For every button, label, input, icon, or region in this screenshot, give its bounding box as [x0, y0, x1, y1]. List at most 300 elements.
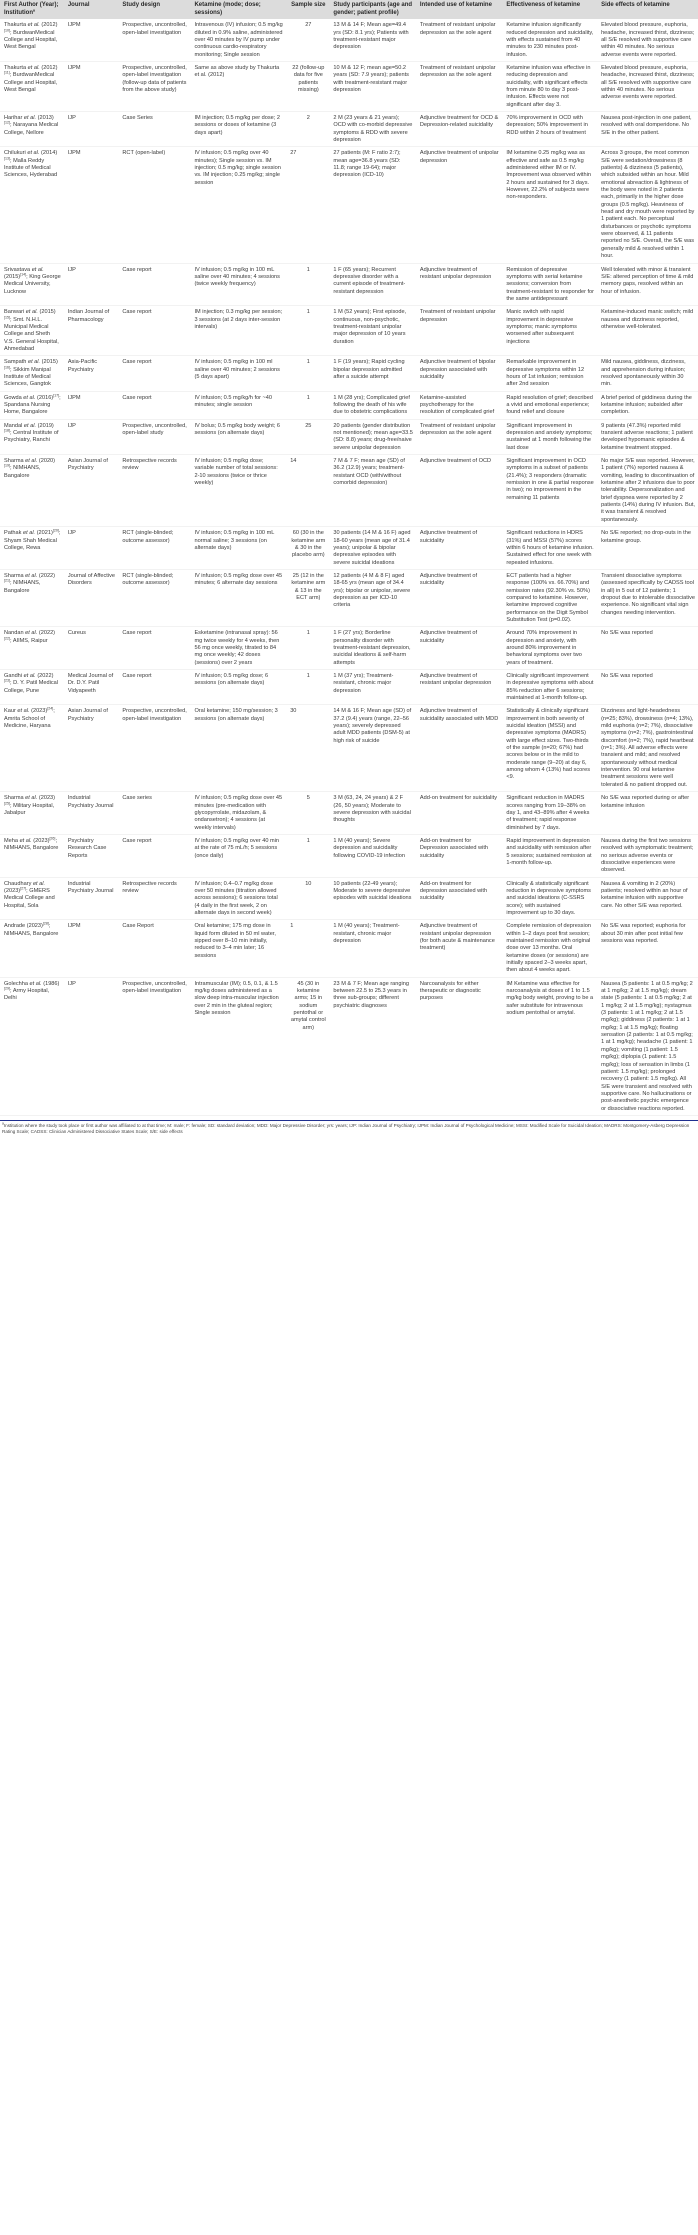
cell-side-effects: Nausea & vomiting in 2 (20%) patients; resolved within an hour of ketamine infusion with supportive care. No other S/E was reported. — [601, 880, 688, 909]
table-row — [0, 455, 698, 527]
cell-ketamine: IV infusion; 0.5 mg/kg dose; 6 sessions (on alternate days) — [194, 673, 269, 687]
cell-study-design: Case report — [122, 837, 152, 844]
table-row — [0, 306, 698, 356]
cell-study-design: RCT (open-label) — [122, 150, 166, 157]
reference-number: [27] — [20, 886, 27, 891]
cell-study-design: Prospective, uncontrolled, open-label investigation — [122, 708, 187, 722]
header-intended-use: Intended use of ketamine — [416, 0, 502, 19]
cell-intended-use: Ketamine-assisted psychotherapy for the resolution of complicated grief — [419, 394, 495, 416]
cell-study-design: Case report — [122, 630, 152, 637]
cell-participants: 12 patients (4 M & 8 F) aged 18-65 yrs (mean age of 34.4 yrs); bipolar or unipolar, severe depression as per ICD-10 criteria — [333, 572, 411, 609]
cell-effectiveness: Ketamine infusion significantly reduced depression and suicidality, with effects sustained from 40 minutes to 230 minutes post-infusion. — [506, 22, 594, 58]
cell-side-effects: Nausea (5 patients: 1 at 0.5 mg/kg; 2 at 1 mg/kg; 2 at 1.5 mg/kg); dream state (5 patients: 1 at 0.5 mg/kg; 2 at 1 mg/kg; 2 at 1.5 mg/kg); nystagmus (3 patients: 1 at 1 mg/kg; 2 at 1.5 mg/kg); giddiness (2 patients: 1 at 1 mg/kg; 1 at 1.5 mg/kg); floating sensation (2 patients: 1 at 0.5 mg/kg; 1 at 1 mg/kg); headache (1 patient: 1 mg/kg); vomiting (1 patient: 1.5 mg/kg); diplopia (1 patient: 1.5 mg/kg); loss of sensation in limbs (1 patient: 1.5 mg/kg); prolonged recovery (1 patient: 1.5 mg/kg). All S/E were transient and resolved with supportive care. No hallucinations or post-anesthetic psychic emergence or dissociative reactions reported. — [601, 980, 693, 1112]
study-year: (2022) — [38, 630, 56, 637]
cell-author: Harihar et al. (2013)[12]; Narayana Medical College, Nellore — [4, 114, 59, 136]
study-year: (2016) — [37, 394, 54, 401]
cell-participants: 7 M & 7 F; mean age (SD) of 36.2 (12.9) years; treatment-resistant OCD (with/without comorbid depression) — [333, 458, 405, 487]
study-year: (2015) — [39, 309, 56, 316]
cell-effectiveness: Ketamine infusion was effective in reducing depression and suicidality, with significant effects from minute 80 to day 3 post-infusion. Effects were not significant after day 3. — [506, 64, 591, 108]
author-etal: et al. — [23, 394, 36, 401]
header-author — [0, 0, 64, 19]
footnote-mark: a — [2, 1121, 4, 1126]
cell-side-effects: Well tolerated with minor & transient S/E: altered perception of time & mild memory gaps, resolved within an hour of infusion. — [601, 266, 694, 295]
header-participants: Study participants (age and gender; patient profile) — [329, 0, 415, 19]
cell-ketamine: Intramuscular (IM); 0.5, 0.1, & 1.5 mg/kg doses administered as a slow deep intra-muscular injection over 2 min in the gluteal region; Single session — [194, 980, 279, 1017]
author-etal: et al. — [23, 114, 37, 121]
cell-ketamine: IV infusion; 0.5 mg/kg dose over 45 minutes (pre-medication with glycopyrrolate, midazolam, & ondansetron); 4 sessions (at weekly intervals) — [194, 795, 283, 831]
cell-journal: IJPM — [67, 923, 81, 930]
header-study-design: Study design — [118, 0, 190, 19]
cell-participants: 3 M (63, 24, 24 years) & 2 F (26, 50 years); Moderate to severe depression with suicidal thoughts — [333, 795, 411, 824]
author-name: Chilukuri — [4, 150, 26, 157]
author-name: Andrade — [4, 923, 26, 930]
reference-number: [10] — [4, 28, 10, 33]
cell-sample-size: 27 — [305, 22, 312, 29]
cell-ketamine: IV infusion; 0.5 mg/kg in 100 mL saline over 40 minutes; 4 sessions (twice weekly frequency) — [194, 266, 280, 288]
author-etal: et al. — [27, 150, 40, 157]
cell-sample-size: 14 — [290, 458, 297, 465]
header-author-label: First Author (Year); Institution — [4, 2, 59, 16]
footnote-text: Institution where the study took place or first author was affiliated to at that time; M: male; F: female; SD: standard deviation; MDD: Major Depressive Disorder; yrs: years; IJP: Indian Journal of Psychiatry; IJPM: Indian Journal of Psychological Medicine; MSSI: Modified Scale for Suicidal Ideation; MADRS: Montgomery-Asberg Depression Rating Scale; CADSS: Clinician Administered Dissociative States Scale; S/E: side effects — [2, 1122, 690, 1134]
cell-sample-size: 5 — [306, 795, 310, 802]
cell-intended-use: Treatment of resistant unipolar depression as the sole agent — [419, 22, 496, 36]
institution: BurdwanMedical College and Hospital, West Bengal — [4, 72, 58, 93]
cell-effectiveness: Significant improvement in depression and anxiety symptoms; sustained at 1 month following the last dose — [506, 422, 593, 451]
cell-effectiveness: Remarkable improvement in depressive symptoms within 12 hours of 1st infusion; remission after 2nd session — [506, 359, 585, 388]
cell-sample-size: 10 — [305, 880, 312, 887]
cell-author: Meha et al. (2023)[26]; NIMHANS, Bangalore — [4, 836, 59, 852]
author-name: Kaur — [4, 708, 16, 715]
cell-sample-size: 27 — [290, 150, 297, 157]
cell-study-design: Case report — [122, 673, 152, 679]
cell-author: Kaur et al. (2023)[24]; Amrita School of Medicine, Haryana — [4, 706, 55, 730]
table-row — [0, 920, 698, 977]
study-year: (2014) — [41, 150, 58, 157]
cell-intended-use: Adjunctive treatment of suicidality — [419, 530, 478, 544]
author-name: Meha — [4, 837, 18, 844]
cell-journal: Psychiatry Research Case Reports — [67, 837, 107, 859]
cell-sample-size: 2 — [306, 114, 310, 121]
cell-intended-use: Treatment of resistant unipolar depression as the sole agent — [419, 64, 496, 79]
cell-participants: 23 M & 7 F; Mean age ranging between 22.5 to 25.3 years in three sub-groups; different psychiatric diagnoses — [333, 980, 409, 1009]
cell-study-design: Prospective, uncontrolled, open-label investigation — [122, 22, 187, 36]
institution: Central Institute of Psychiatry, Ranchi — [4, 430, 59, 444]
author-etal: et al. — [31, 266, 44, 273]
author-name: Gandhi — [4, 673, 23, 679]
cell-sample-size: 1 — [306, 630, 310, 637]
cell-author: Chilukuri et al. (2014)[13]; Malla Reddy Institute of Medical Sciences, Hyderabad — [4, 150, 58, 179]
cell-study-design: Case report — [122, 266, 152, 273]
author-name: Banwari — [4, 309, 25, 316]
cell-effectiveness: Complete remission of depression within 1–2 days post first session; maintained remission with original dose over 13 months. Oral ketamine doses (or sessions) are initially spaced 2–3 weeks apart, then about 4 weeks apart. — [506, 923, 591, 974]
institution: Shyam Shah Medical College, Rewa — [4, 537, 57, 551]
study-year: (2020) — [38, 458, 56, 465]
cell-journal: IJPM — [67, 64, 81, 71]
cell-participants: 2 M (23 years & 21 years); OCD with co-morbid depressive symptoms & RDD with severe depression — [333, 114, 413, 143]
study-year: (2023) — [4, 887, 21, 894]
study-year: (2022) — [38, 572, 56, 579]
cell-ketamine: IV infusion; 0.5 mg/kg/h for ~40 minutes; single session — [194, 394, 273, 408]
cell-journal: Medical Journal of Dr. D.Y. Patil Vidyapeeth — [67, 673, 114, 694]
reference-number: [17] — [53, 393, 60, 398]
cell-study-design: Case report — [122, 394, 152, 401]
reference-number: [22] — [4, 636, 10, 641]
author-name: Srivastava — [4, 266, 31, 273]
reference-number: [12] — [4, 120, 10, 125]
cell-intended-use: Adjunctive treatment of suicidality — [419, 572, 478, 587]
cell-ketamine: IV infusion; 0.5 mg/kg in 100 mL normal saline; 3 sessions (on alternate days) — [194, 530, 275, 551]
cell-journal: IJP — [67, 980, 76, 987]
cell-study-design: Retrospective records review — [122, 458, 177, 472]
cell-side-effects: Mild nausea, giddiness, dizziness, and apprehension during infusion; resolved spontaneously within 30 min. — [601, 359, 686, 388]
cell-author: Srivastava et al. (2015)[14]; King George Medical University, Lucknow — [4, 266, 61, 295]
institution: Amrita School of Medicine, Haryana — [4, 715, 51, 730]
author-name: Nandan — [4, 630, 24, 637]
author-name: Sharma — [4, 795, 24, 802]
cell-effectiveness: Remission of depressive symptoms with serial ketamine sessions; conversion from treatment-resistant to responder for the same antidepressant — [506, 266, 595, 302]
cell-study-design: Case Series — [122, 114, 153, 121]
cell-effectiveness: ECT patients had a higher response (100% vs. 66.70%) and remission rates (92.30% vs. 50%) compared to ketamine. However, ketamine improved cognitive performance on the Digit Symbol Substitution Test (p=0.02). — [506, 572, 590, 623]
cell-journal: IJPM — [67, 394, 81, 401]
study-year: (2023) — [31, 708, 48, 715]
cell-side-effects: Nausea during the first two sessions resolved with symptomatic treatment; no serious adverse events or dissociative experiences were observed. — [601, 837, 694, 874]
cell-intended-use: Adjunctive treatment of suicidality — [419, 630, 478, 644]
footnote-mark: a — [33, 8, 35, 13]
institution: AIIMS, Raipur — [12, 637, 48, 644]
cell-participants: 1 M (28 yrs); Complicated grief following the death of his wife due to obstetric complications — [333, 394, 410, 416]
institution: NIMHANS, Bangalore — [4, 465, 41, 479]
cell-study-design: Retrospective records review — [122, 880, 177, 894]
cell-effectiveness: Manic switch with rapid improvement in depressive symptoms; manic symptoms worsened after subsequent injections — [506, 309, 577, 345]
cell-participants: 20 patients (gender distribution not mentioned); mean age=33.5 (SD: 8.8) years; drug-free/naive severe unipolar depression — [333, 422, 413, 451]
cell-author: Golechha et al. (1986)[29]; Army Hospital, Delhi — [4, 980, 60, 1002]
cell-sample-size: 25 (12 in the ketamine arm & 13 in the ECT arm) — [291, 572, 326, 601]
reference-number: [26] — [49, 836, 56, 841]
cell-participants: 30 patients (14 M & 16 F) aged 18-60 years (mean age of 31.4 years); unipolar & bipolar depressive episodes with severe suicidal ideations — [333, 530, 411, 566]
cell-side-effects: Elevated blood pressure, euphoria, headache, increased thirst, dizziness; all S/E resolved with supportive care within 40 minutes. No serious adverse events were reported. — [601, 64, 695, 101]
cell-intended-use: Adjunctive treatment of resistant unipolar depression (for both acute & maintenance treatment) — [419, 923, 495, 952]
cell-side-effects: Elevated blood pressure, euphoria, headache, increased thirst, dizziness; all S/E resolved with supportive care within 40 minutes. No serious adverse events were reported. — [601, 22, 695, 58]
table-footnote — [0, 1120, 698, 1137]
cell-effectiveness: Around 70% improvement in depression and anxiety, with around 80% improvement in behavioral symptoms over two years of treatment. — [506, 630, 582, 666]
cell-journal: IJP — [67, 266, 76, 273]
cell-intended-use: Adjunctive treatment of unipolar depression — [419, 150, 499, 164]
cell-ketamine: IV infusion; 0.5 mg/kg dose over 45 minutes; 6 alternate day sessions — [194, 572, 283, 587]
author-name: Sharma — [4, 458, 24, 465]
cell-ketamine: Oral ketamine; 150 mg/session; 3 sessions (on alternate days) — [194, 708, 278, 722]
reference-number: [21] — [4, 578, 10, 583]
table-row — [0, 834, 698, 877]
reference-number: [24] — [47, 706, 54, 711]
reference-number: [29] — [4, 986, 10, 991]
cell-side-effects: A brief period of giddiness during the ketamine infusion; subsided after completion. — [601, 394, 692, 416]
author-name: Gowda — [4, 394, 22, 401]
cell-journal: IJPM — [67, 150, 81, 157]
cell-side-effects: Nausea post-injection in one patient, resolved with oral domperidone. No S/E in the other patient. — [601, 114, 692, 136]
cell-effectiveness: Significant reduction in MADRS scores ranging from 19–38% on day 1, and 43–89% after 4 weeks of treatment; rapid response diminished by 7 days. — [506, 795, 590, 831]
institution: NIMHANS, Bangalore — [4, 930, 59, 937]
table-row — [0, 419, 698, 454]
cell-journal: Asia-Pacific Psychiatry — [67, 359, 98, 373]
cell-participants: 10 patients (22-49 years); Moderate to severe depressive episodes with suicidal ideations — [333, 880, 412, 902]
cell-author: Thakurta et al. (2012)[11]; BurdwanMedical College and Hospital, West Bengal — [4, 64, 58, 93]
cell-sample-size: 1 — [306, 837, 310, 844]
cell-author: Banwari et al. (2015)[15]; Smt. N.H.L. Municipal Medical College and Sheth V.S. General Hospital, Ahmedabad — [4, 309, 59, 352]
author-etal: et al. — [27, 64, 40, 71]
cell-journal: IJP — [67, 422, 76, 429]
header-side-effects: Side effects of ketamine — [597, 0, 698, 19]
cell-journal: Asian Journal of Psychiatry — [67, 458, 108, 472]
reference-number: [13] — [4, 156, 10, 161]
cell-journal: IJP — [67, 114, 76, 121]
table-row — [0, 527, 698, 570]
cell-journal: Industrial Psychiatry Journal — [67, 795, 114, 809]
cell-participants: 1 F (65 years); Recurrent depressive disorder with a current episode of treatment-resistant depression — [333, 266, 406, 295]
cell-author: Andrade (2023)[28]; NIMHANS, Bangalore — [4, 921, 59, 937]
cell-intended-use: Adjunctive treatment of resistant unipolar depression — [419, 673, 492, 687]
institution: Malla Reddy Institute of Medical Sciences, Hyderabad — [4, 157, 58, 179]
author-etal: et al. — [22, 530, 36, 537]
author-name: Mandal — [4, 422, 23, 429]
cell-intended-use: Add-on treatment for Depression associated with suicidality — [419, 837, 488, 859]
cell-author: Sharma et al. (2023)[25]; Military Hospital, Jabalpur — [4, 795, 56, 816]
cell-study-design: Prospective, uncontrolled, open-label study — [122, 422, 187, 437]
table-row — [0, 263, 698, 306]
cell-intended-use: Adjunctive treatment of bipolar depression associated with suicidality — [419, 359, 496, 380]
table-row — [0, 977, 698, 1115]
cell-side-effects: No S/E was reported — [601, 630, 653, 637]
cell-study-design: RCT (single-blinded; outcome assessor) — [122, 530, 174, 544]
cell-participants: 27 patients (M: F ratio 2:7); mean age=36.8 years (SD: 11.8; range 19-64); major depression (ICD-10) — [333, 150, 401, 179]
cell-sample-size: 45 (30 in ketamine arms; 15 in sodium pentothal or amytal control arm) — [290, 980, 326, 1031]
cell-effectiveness: Clinically significant improvement in depressive symptoms with about 85% reduction after 6 sessions; maintained at 1-month follow-up. — [506, 673, 594, 702]
institution: Smt. N.H.L. Municipal Medical College and Sheth V.S. General Hospital, Ahmedabad — [4, 316, 59, 352]
institution: NIMHANS, Bangalore — [4, 580, 41, 594]
cell-study-design: Case report — [122, 309, 152, 316]
cell-side-effects: Across 3 groups, the most common S/E were sedation/drowsiness (8 patients) & dizziness (5 patients), which subsided within an hour. Mild emotional abreaction & lightness of the body were noted in 2 patients each, primarily in the higher dose groups (0.5 mg/kg). Heaviness of head and dry mouth were reported by 1 patient each. No perceptual disturbances or psychotic symptoms were observed, & 11 patients reported no S/E. Overall, the S/E was generally mild & resolved within 1 hour. — [601, 150, 695, 260]
author-etal: et al. — [25, 795, 38, 802]
cell-ketamine: IM injection; 0.5 mg/kg per dose; 2 sessions or doses of ketamine (3 days apart) — [194, 114, 280, 136]
reference-number: [16] — [4, 365, 10, 370]
author-name: Pathak — [4, 530, 22, 537]
cell-author: Chaudhary et al. (2023)[27]; GMERS Medical College and Hospital, Sola — [4, 880, 55, 909]
table-row — [0, 147, 698, 263]
cell-sample-size: 1 — [306, 309, 310, 316]
cell-intended-use: Adjunctive treatment of suicidality associated with MDD — [419, 708, 499, 722]
cell-intended-use: Treatment of resistant unipolar depression as the sole agent — [419, 422, 496, 437]
cell-effectiveness: 70% improvement in OCD with depression; 50% improvement in RDD within 2 hours of treatment — [506, 114, 588, 136]
cell-intended-use: Treatment of resistant unipolar depression — [419, 309, 496, 323]
author-etal: et al. — [29, 980, 42, 987]
study-year: (2012) — [41, 22, 58, 29]
cell-intended-use: Add-on treatment for depression associated with suicidality — [419, 880, 488, 902]
cell-author: Sharma et al. (2020)[19]; NIMHANS, Bangalore — [4, 458, 56, 479]
cell-participants: 1 M (52 years); First episode, continuous, non-psychotic, treatment-resistant unipolar major depression of 10 years duration — [333, 309, 407, 345]
reference-number: [15] — [4, 315, 10, 320]
cell-side-effects: Ketamine-induced manic switch; mild nausea and dizziness reported, otherwise well-tolerated. — [601, 309, 694, 330]
cell-study-design: Prospective, uncontrolled, open-label investigation (follow-up data of patients from the above study) — [122, 64, 187, 93]
cell-journal: IJPM — [67, 22, 81, 29]
study-year: (2015) — [41, 359, 58, 366]
table-row — [0, 569, 698, 626]
cell-journal: Asian Journal of Psychiatry — [67, 708, 108, 722]
cell-author: Sharma et al. (2022)[21]; NIMHANS, Bangalore — [4, 572, 56, 594]
reference-number: [23] — [4, 678, 10, 683]
cell-study-design: Case report — [122, 359, 152, 366]
cell-intended-use: Adjunctive treatment of OCD — [419, 458, 492, 465]
cell-journal: Indian Journal of Pharmacology — [67, 309, 110, 323]
author-etal: et al. — [25, 309, 38, 316]
cell-side-effects: No S/E reported; no drop-outs in the ketamine group. — [601, 530, 691, 544]
cell-ketamine: IV infusion; 0.5 mg/kg dose; variable number of total sessions: 2-10 sessions (twice or thrice weekly) — [194, 458, 278, 487]
cell-side-effects: No S/E was reported — [601, 673, 653, 679]
table-row — [0, 111, 698, 146]
table-row — [0, 19, 698, 61]
table-row — [0, 61, 698, 111]
table-body — [0, 19, 698, 1115]
cell-study-design: Case Report — [122, 923, 154, 930]
cell-sample-size: 1 — [306, 394, 310, 401]
cell-side-effects: Dizziness and light-headedness (n=25; 83%), drowsiness (n=4; 13%), mild euphoria (n=2; 7%), dissociative symptoms (n=2; 7%), gastrointestinal discomfort (n=2; 7%), rapid heartbeat (n=1; 3%). All adverse effects were transient and mild; and resolved spontaneously without medical intervention. 90 oral ketamine treatment sessions were well tolerated & no patient dropped out. — [601, 708, 694, 788]
cell-side-effects: No major S/E was reported. However, 1 patient (7%) reported nausea & vomiting, leading to discontinuation of ketamine after 2 infusions due to poor tolerability. Depersonalization and brief dyspnea were reported by 2 patients (14%) during IV infusion. But, it was transient & resolved spontaneously. — [601, 458, 695, 523]
cell-effectiveness: Significant improvement in OCD symptoms in a subset of patients (21.4%); 3 responders (dramatic remission in one & partial response in two); no improvement in the remaining 11 patients — [506, 458, 594, 501]
cell-ketamine: Same as above study by Thakurta et al. (2012) — [194, 64, 280, 79]
reference-number: [19] — [4, 464, 10, 469]
cell-participants: 1 M (37 yrs); Treatment-resistant, chronic major depression — [333, 673, 394, 694]
study-year: (2023) — [33, 837, 50, 844]
cell-intended-use: Adjunctive treatment for OCD & Depression-related suicidality — [419, 114, 499, 129]
cell-participants: 1 F (27 yrs); Borderline personality disorder with treatment-resistant depression, suicidal ideations & self-harm attempts — [333, 630, 411, 666]
cell-journal: Industrial Psychiatry Journal — [67, 880, 114, 894]
study-year: (2021) — [36, 530, 53, 537]
author-name: Harihar — [4, 114, 23, 121]
header-row — [0, 0, 698, 19]
cell-ketamine: Oral ketamine; 175 mg dose in liquid form diluted in 50 ml water, sipped over 8–10 min initially, reduced to 3–4 min later; 16 sessions — [194, 923, 276, 959]
cell-ketamine: IV infusion; 0.5 mg/kg over 40 min at the rate of 75 mL/h; 5 sessions (once daily) — [194, 837, 280, 859]
study-year: (2012) — [41, 64, 58, 71]
header-sample-size: Sample size — [286, 0, 329, 19]
author-etal: et al. — [25, 458, 38, 465]
cell-study-design: Prospective, uncontrolled, open-label investigation — [122, 980, 187, 995]
cell-participants: 10 M & 12 F; mean age=50.2 years (SD: 7.9 years); patients with treatment-resistant major depression — [333, 64, 409, 93]
study-year: (1986) — [43, 980, 60, 987]
cell-participants: 1 M (40 years); Severe depression and suicidality following COVID-19 infection — [333, 837, 405, 859]
cell-ketamine: IV bolus; 0.5 mg/kg body weight; 6 sessions (on alternate days) — [194, 422, 280, 437]
cell-side-effects: Transient dissociative symptoms (assessed specifically by CADSS tool in all) in 5 out of 12 patients; 1 dropout due to intolerable dissociative experience. No significant vital sign changes needing intervention. — [601, 572, 695, 616]
cell-effectiveness: Rapid improvement in depression and suicidality with remission after 5 sessions; sustained remission at 1-month follow-up. — [506, 837, 592, 866]
study-year: (2023) — [38, 795, 56, 802]
table-row — [0, 627, 698, 670]
cell-sample-size: 1 — [306, 673, 310, 679]
cell-ketamine: IV infusion; 0.5 mg/kg over 40 minutes); Single session vs. IM injection; 0.5 mg/kg; single session vs. IM injection; 0.25 mg/kg; single session — [194, 150, 281, 186]
author-etal: et al. — [25, 572, 38, 579]
author-name: Sharma — [4, 572, 24, 579]
institution: Narayana Medical College, Nellore — [4, 122, 59, 136]
author-etal: et al. — [23, 422, 37, 429]
cell-author: Gandhi et al. (2022)[23]; D. Y. Patil Medical College, Pune — [4, 673, 58, 694]
cell-author: Pathak et al. (2021)[20]; Shyam Shah Medical College, Rewa — [4, 528, 61, 551]
author-etal: et al. — [19, 837, 32, 844]
cell-journal: Journal of Affective Disorders — [67, 572, 115, 587]
author-name: Sampath — [4, 359, 27, 366]
author-etal: et al. — [32, 880, 46, 887]
cell-journal: Cureus — [67, 630, 86, 637]
cell-sample-size: 22 (follow-up data for five patients missing) — [292, 64, 325, 93]
reference-number: [14] — [20, 272, 27, 277]
study-year: (2013) — [37, 114, 54, 121]
cell-author: Nandan et al. (2022)[22]; AIIMS, Raipur — [4, 630, 56, 644]
study-year: (2022) — [37, 673, 54, 679]
cell-effectiveness: IM ketamine 0.25 mg/kg was as effective and safe as 0.5 mg/kg administered either IM or IV. Improvement was observed within 2 hours and sustained for 3 days. However, 22.2% of subjects were non-responders. — [506, 150, 591, 201]
table-row — [0, 391, 698, 419]
table-row — [0, 792, 698, 835]
table-row — [0, 705, 698, 792]
cell-side-effects: 9 patients (47.3%) reported mild transient adverse reactions; 1 patient developed hypomanic episodes & ketamine treatment stopped. — [601, 422, 693, 451]
ketamine-studies-table — [0, 0, 698, 1116]
header-effectiveness: Effectiveness of ketamine — [502, 0, 597, 19]
cell-sample-size: 30 — [290, 708, 297, 715]
reference-number: [28] — [42, 921, 49, 926]
cell-ketamine: IV infusion; 0.4–0.7 mg/kg dose over 50 minutes (titration allowed across sessions); 6 sessions total (4 daily in the first week, 2 on alternate days in second week) — [194, 880, 278, 916]
institution: BurdwanMedical College and Hospital, West Bengal — [4, 29, 58, 51]
author-name: Golechha — [4, 980, 28, 987]
cell-study-design: RCT (single-blinded; outcome assessor) — [122, 572, 174, 587]
header-ketamine: Ketamine (mode; dose; sessions) — [190, 0, 286, 19]
cell-author: Gowda et al. (2016)[17]; Spandana Nursing Home, Bangalore — [4, 393, 61, 416]
cell-effectiveness: Rapid resolution of grief; described a vivid and emotional experience; found relief and closure — [506, 394, 593, 416]
reference-number: [25] — [4, 801, 10, 806]
cell-ketamine: Esketamine (intranasal spray): 56 mg twice weekly for 4 weeks, then 56 mg once weekly, titrated to 84 mg once weekly; 42 doses (sessions) over 2 years — [194, 630, 280, 666]
header-journal: Journal — [64, 0, 119, 19]
cell-intended-use: Adjunctive treatment of resistant unipolar depression — [419, 266, 492, 280]
author-name: Chaudhary — [4, 880, 32, 887]
cell-participants: 14 M & 16 F; Mean age (SD) of 37.2 (9.4) years (range, 22–56 years); severely depressed adult MDD patients (DSM-5) at high risk of suicide — [333, 708, 412, 744]
cell-sample-size: 1 — [290, 923, 294, 930]
cell-journal: IJP — [67, 530, 76, 537]
reference-number: [18] — [4, 428, 10, 433]
study-year: (2015) — [4, 273, 21, 280]
study-year: (2019) — [37, 422, 54, 429]
author-etal: et al. — [25, 630, 38, 637]
table-header — [0, 0, 698, 19]
cell-participants: 13 M & 14 F; Mean age=49.4 yrs (SD: 8.1 yrs); Patients with treatment-resistant major depression — [333, 22, 409, 51]
institution: D. Y. Patil Medical College, Pune — [4, 680, 58, 694]
cell-author: Thakurta et al. (2012)[10]; BurdwanMedical College and Hospital, West Bengal — [4, 22, 58, 51]
institution: Sikkim Manipal Institute of Medical Sciences, Gangtok — [4, 366, 51, 388]
author-name: Thakurta — [4, 64, 27, 71]
institution: Spandana Nursing Home, Bangalore — [4, 402, 51, 416]
institution: Military Hospital, Jabalpur — [4, 802, 55, 816]
author-etal: et al. — [27, 22, 40, 29]
cell-participants: 1 M (40 years); Treatment-resistant, chronic major depression — [333, 923, 400, 944]
cell-ketamine: IV infusion; 0.5 mg/kg in 100 ml saline over 40 minutes; 2 sessions (5 days apart) — [194, 359, 280, 380]
cell-author: Mandal et al. (2019)[18]; Central Institute of Psychiatry, Ranchi — [4, 422, 59, 444]
cell-sample-size: 25 — [305, 422, 312, 429]
cell-sample-size: 60 (30 in the ketamine arm & 30 in the placebo arm) — [291, 530, 326, 559]
institution: NIMHANS, Bangalore — [4, 845, 59, 852]
cell-participants: 1 F (19 years); Rapid cycling bipolar depression admitted after a suicide attempt — [333, 359, 405, 380]
table-row — [0, 877, 698, 920]
author-etal: et al. — [27, 359, 41, 366]
study-year: (2023) — [26, 923, 43, 930]
cell-sample-size: 1 — [306, 359, 310, 366]
cell-intended-use: Narcoanalysis for either therapeutic or diagnostic purposes — [419, 980, 481, 1002]
cell-side-effects: No S/E was reported; euphoria for about 30 min after post initial few sessions was reported. — [601, 923, 686, 944]
table-row — [0, 356, 698, 391]
cell-intended-use: Add-on treatment for suicidality — [419, 795, 497, 802]
reference-number: [11] — [4, 70, 10, 75]
institution: King George Medical University, Lucknow — [4, 273, 61, 295]
